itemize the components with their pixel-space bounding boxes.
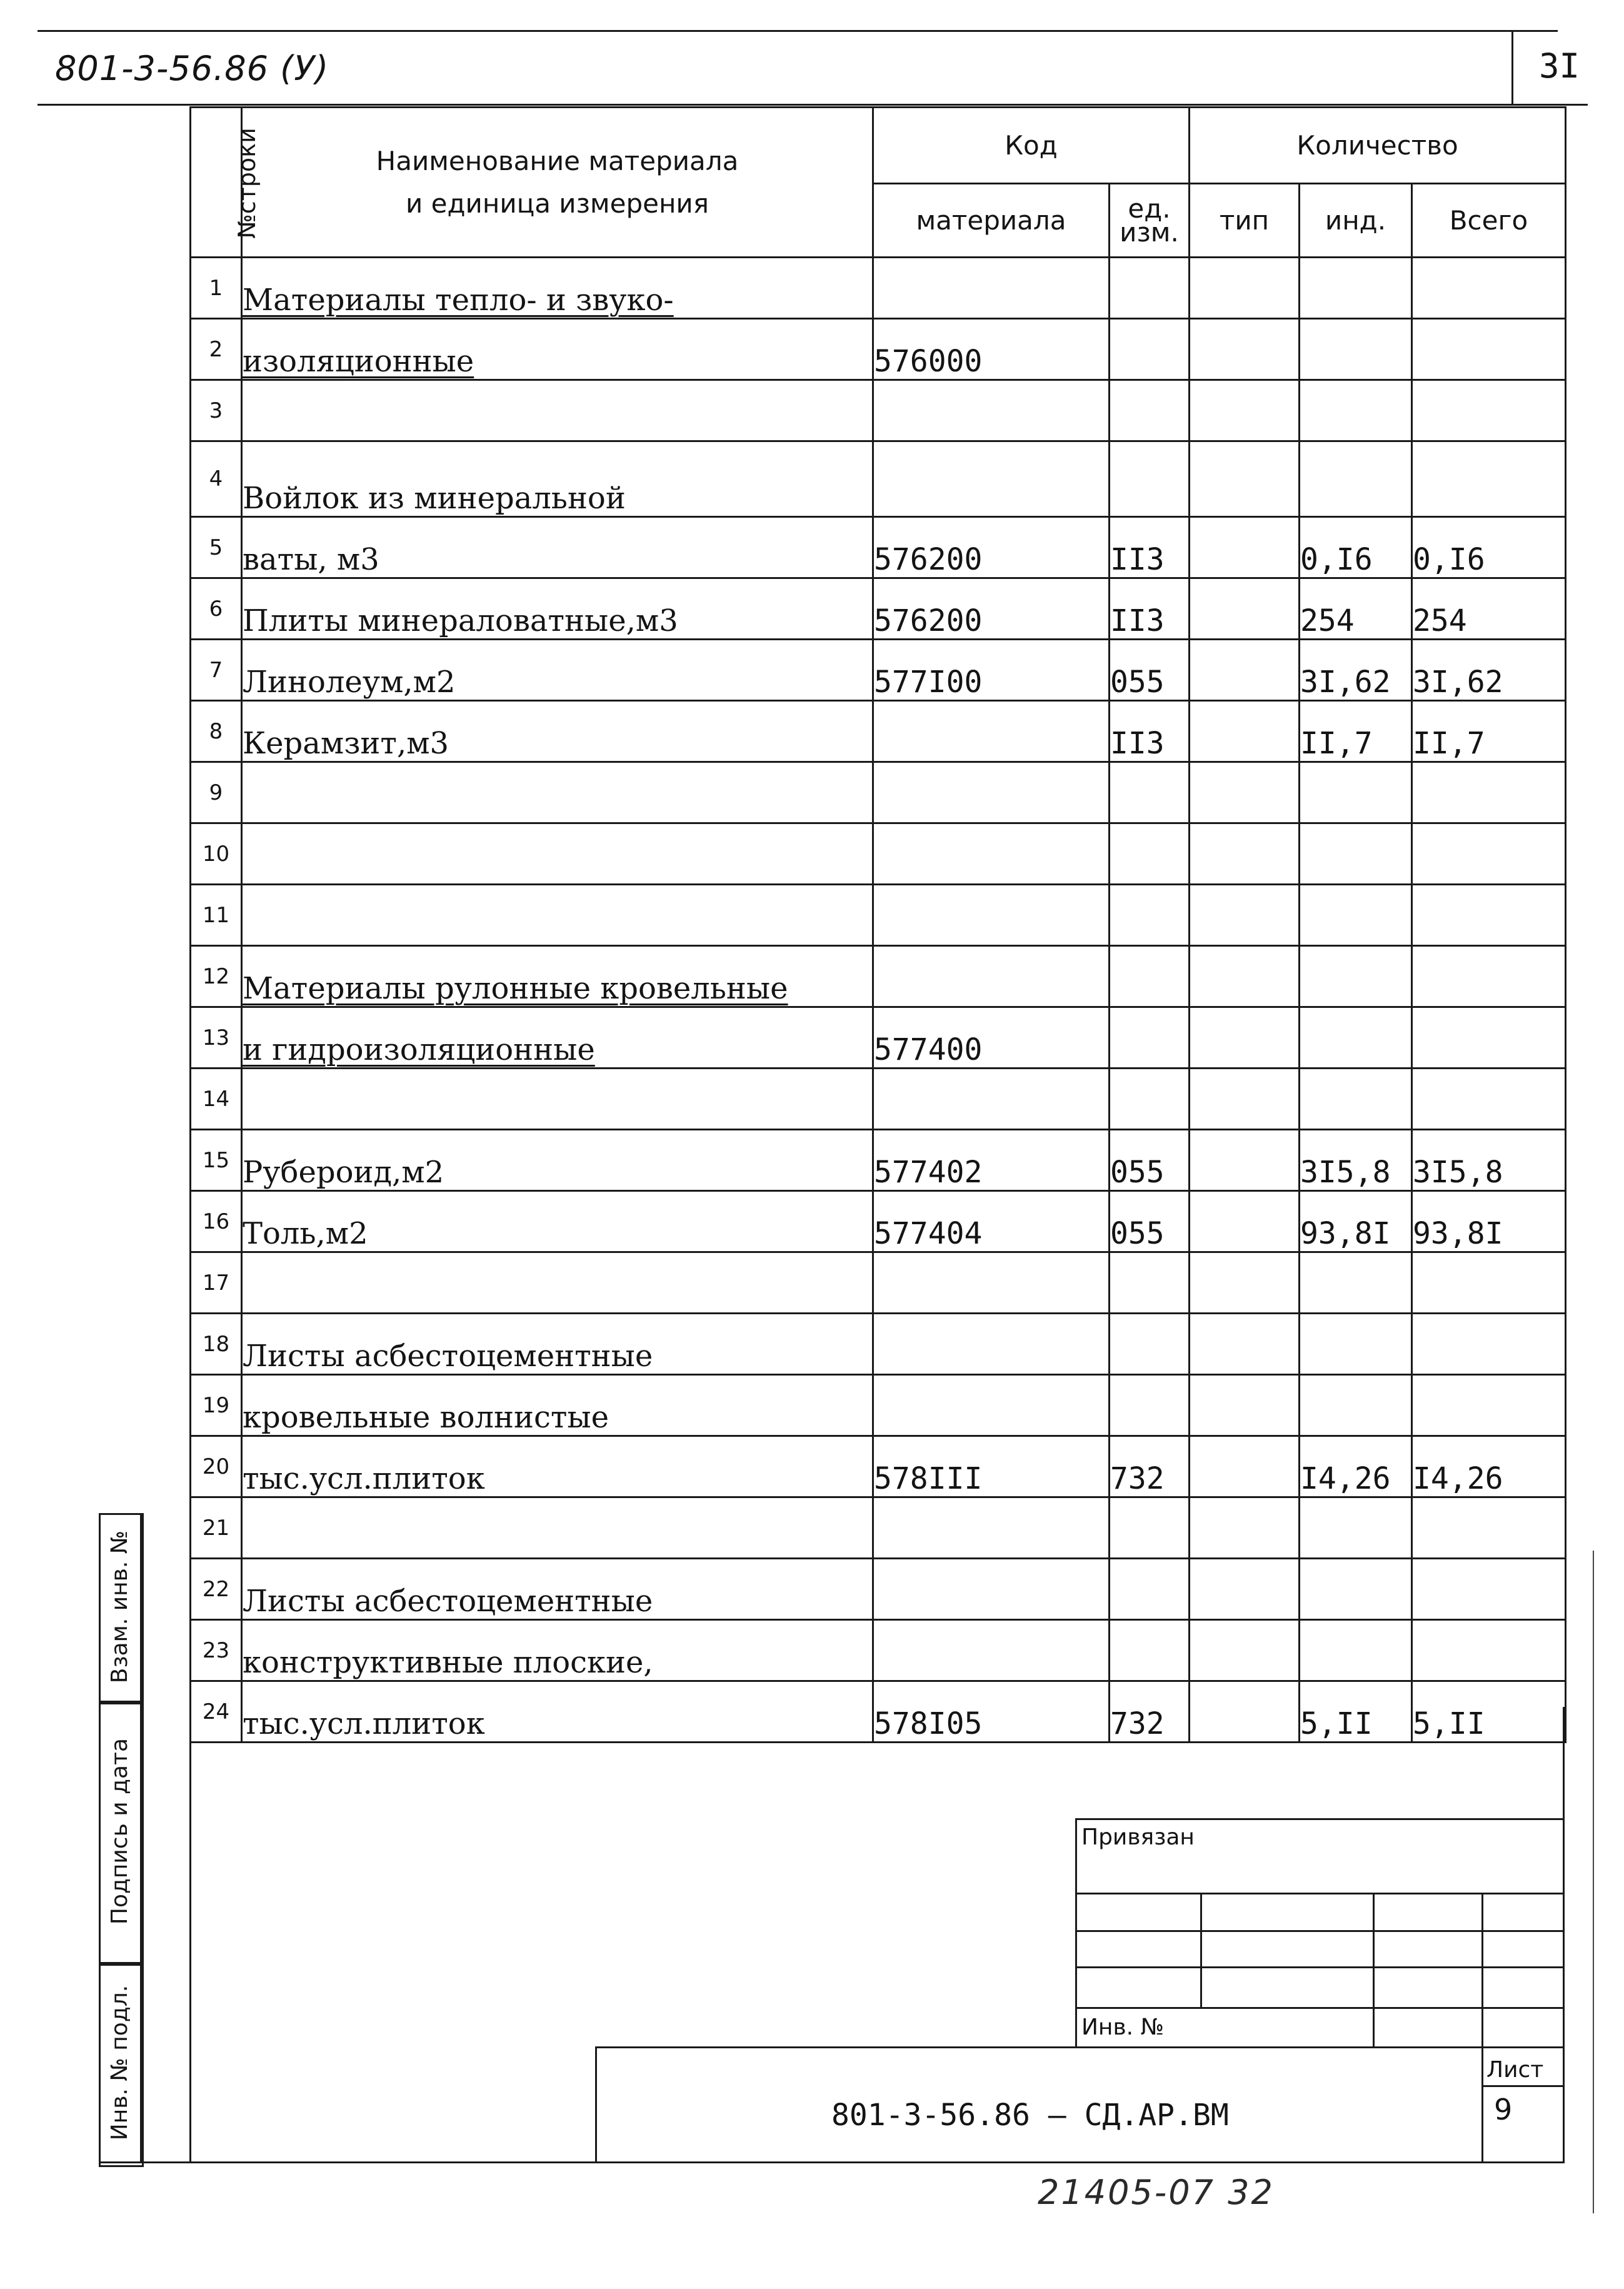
quantity-type bbox=[1190, 1007, 1300, 1069]
material-name: и гидроизоляционные bbox=[242, 1007, 873, 1069]
quantity-type bbox=[1190, 1436, 1300, 1497]
material-name: Листы асбестоцементные bbox=[242, 1559, 873, 1620]
unit-code: 055 bbox=[1110, 1191, 1190, 1252]
material-name: Материалы тепло- и звуко- bbox=[242, 258, 873, 319]
quantity-individual bbox=[1300, 1620, 1412, 1681]
row-number: 1 bbox=[191, 258, 242, 319]
quantity-individual: II,7 bbox=[1300, 701, 1412, 762]
quantity-total: I4,26 bbox=[1412, 1436, 1566, 1497]
quantity-individual: 254 bbox=[1300, 578, 1412, 640]
table-row bbox=[191, 319, 1566, 380]
document-code: 801-3-56.86 (У) bbox=[55, 49, 329, 88]
quantity-type bbox=[1190, 380, 1300, 441]
quantity-total bbox=[1412, 885, 1566, 946]
row-number: 5 bbox=[191, 517, 242, 578]
quantity-individual: 5,II bbox=[1300, 1681, 1412, 1743]
frame-left-border bbox=[189, 1707, 191, 2163]
material-code: 576200 bbox=[873, 578, 1110, 640]
quantity-individual bbox=[1300, 946, 1412, 1007]
quantity-total: 254 bbox=[1412, 578, 1566, 640]
material-name bbox=[242, 885, 873, 946]
row-number: 8 bbox=[191, 701, 242, 762]
unit-code: 732 bbox=[1110, 1681, 1190, 1743]
quantity-individual bbox=[1300, 319, 1412, 380]
table-row bbox=[191, 1069, 1566, 1130]
unit-code: 732 bbox=[1110, 1436, 1190, 1497]
quantity-type bbox=[1190, 1681, 1300, 1743]
side-stamp-inner-line bbox=[140, 1513, 142, 2163]
title-box-top bbox=[595, 2046, 1563, 2048]
unit-code bbox=[1110, 1007, 1190, 1069]
unit-code bbox=[1110, 258, 1190, 319]
material-name: изоляционные bbox=[242, 319, 873, 380]
quantity-total bbox=[1412, 762, 1566, 823]
unit-code bbox=[1110, 1069, 1190, 1130]
unit-code: 055 bbox=[1110, 1130, 1190, 1191]
table-row bbox=[191, 517, 1566, 578]
material-name: Материалы рулонные кровельные bbox=[242, 946, 873, 1007]
table-row bbox=[191, 1252, 1566, 1314]
material-code bbox=[873, 762, 1110, 823]
sheet-number: 9 bbox=[1494, 2093, 1513, 2126]
quantity-type bbox=[1190, 823, 1300, 885]
unit-code: II3 bbox=[1110, 701, 1190, 762]
binding-row-line-2 bbox=[1075, 1930, 1563, 1932]
table-row bbox=[191, 1497, 1566, 1559]
row-number: 6 bbox=[191, 578, 242, 640]
quantity-type bbox=[1190, 441, 1300, 517]
material-code bbox=[873, 885, 1110, 946]
scan-edge-mark bbox=[1593, 1551, 1594, 2213]
material-code bbox=[873, 1069, 1110, 1130]
quantity-type bbox=[1190, 640, 1300, 701]
material-code bbox=[873, 1252, 1110, 1314]
material-code: 576000 bbox=[873, 319, 1110, 380]
material-code: 577I00 bbox=[873, 640, 1110, 701]
row-number: 7 bbox=[191, 640, 242, 701]
header-quantity-individual: инд. bbox=[1300, 184, 1412, 258]
header-material-name: Наименование материала и единица измерения bbox=[242, 108, 873, 258]
quantity-total bbox=[1412, 1069, 1566, 1130]
row-number: 10 bbox=[191, 823, 242, 885]
unit-code bbox=[1110, 946, 1190, 1007]
table-row bbox=[191, 1130, 1566, 1191]
table-row bbox=[191, 823, 1566, 885]
quantity-total bbox=[1412, 823, 1566, 885]
table-row bbox=[191, 1681, 1566, 1743]
header-unit-code: ед. изм. bbox=[1110, 184, 1190, 258]
material-name: Рубероид,м2 bbox=[242, 1130, 873, 1191]
header-row-number: №строки bbox=[191, 108, 242, 258]
quantity-total bbox=[1412, 1497, 1566, 1559]
material-code bbox=[873, 1559, 1110, 1620]
table-row bbox=[191, 701, 1566, 762]
quantity-total bbox=[1412, 319, 1566, 380]
bound-label: Привязан bbox=[1081, 1824, 1195, 1850]
quantity-type bbox=[1190, 885, 1300, 946]
table-row bbox=[191, 885, 1566, 946]
material-name bbox=[242, 1252, 873, 1314]
quantity-individual bbox=[1300, 258, 1412, 319]
header-top-rule bbox=[38, 30, 1558, 32]
table-row bbox=[191, 762, 1566, 823]
quantity-total bbox=[1412, 1620, 1566, 1681]
page-number-divider bbox=[1511, 30, 1513, 105]
material-name: тыс.усл.плиток bbox=[242, 1436, 873, 1497]
binding-col-line-2 bbox=[1373, 1893, 1375, 2046]
table-row bbox=[191, 1559, 1566, 1620]
row-number: 17 bbox=[191, 1252, 242, 1314]
material-code: 577400 bbox=[873, 1007, 1110, 1069]
row-number: 12 bbox=[191, 946, 242, 1007]
quantity-type bbox=[1190, 517, 1300, 578]
unit-code bbox=[1110, 1497, 1190, 1559]
row-number: 14 bbox=[191, 1069, 242, 1130]
frame-right-border bbox=[1563, 1707, 1565, 2163]
material-name bbox=[242, 380, 873, 441]
table-row bbox=[191, 1314, 1566, 1375]
table-row bbox=[191, 1620, 1566, 1681]
material-name bbox=[242, 1497, 873, 1559]
replacement-inv-label: Взам. инв. № bbox=[107, 1530, 133, 1684]
unit-code bbox=[1110, 1559, 1190, 1620]
original-inv-label: Инв. № подл. bbox=[107, 1985, 133, 2141]
material-name bbox=[242, 762, 873, 823]
materials-table bbox=[189, 106, 1566, 1743]
row-number: 13 bbox=[191, 1007, 242, 1069]
table-row bbox=[191, 258, 1566, 319]
material-code bbox=[873, 823, 1110, 885]
header-quantity-total: Всего bbox=[1412, 184, 1566, 258]
quantity-total bbox=[1412, 1252, 1566, 1314]
row-number: 20 bbox=[191, 1436, 242, 1497]
unit-code: 055 bbox=[1110, 640, 1190, 701]
quantity-individual bbox=[1300, 823, 1412, 885]
unit-code bbox=[1110, 441, 1190, 517]
binding-row-line-3 bbox=[1075, 1966, 1563, 1968]
material-name bbox=[242, 1069, 873, 1130]
quantity-type bbox=[1190, 1191, 1300, 1252]
sheet-box-left bbox=[1481, 2046, 1483, 2163]
unit-code: II3 bbox=[1110, 517, 1190, 578]
quantity-type bbox=[1190, 1069, 1300, 1130]
unit-code bbox=[1110, 380, 1190, 441]
table-row bbox=[191, 640, 1566, 701]
table-row bbox=[191, 1375, 1566, 1436]
table-row bbox=[191, 441, 1566, 517]
quantity-type bbox=[1190, 1559, 1300, 1620]
quantity-type bbox=[1190, 578, 1300, 640]
quantity-type bbox=[1190, 1620, 1300, 1681]
material-code bbox=[873, 1497, 1110, 1559]
quantity-individual bbox=[1300, 1007, 1412, 1069]
quantity-individual bbox=[1300, 885, 1412, 946]
sheet-label: Лист bbox=[1486, 2057, 1544, 2083]
quantity-individual: 3I,62 bbox=[1300, 640, 1412, 701]
table-row bbox=[191, 380, 1566, 441]
binding-col-line-3 bbox=[1481, 1893, 1483, 2046]
quantity-individual bbox=[1300, 1559, 1412, 1620]
unit-code bbox=[1110, 1620, 1190, 1681]
unit-code bbox=[1110, 823, 1190, 885]
header-bottom-rule bbox=[38, 104, 1588, 106]
signature-date-label: Подпись и дата bbox=[107, 1738, 133, 1925]
quantity-type bbox=[1190, 701, 1300, 762]
material-code: 576200 bbox=[873, 517, 1110, 578]
material-code: 577404 bbox=[873, 1191, 1110, 1252]
quantity-individual bbox=[1300, 441, 1412, 517]
row-number: 9 bbox=[191, 762, 242, 823]
quantity-individual: 0,I6 bbox=[1300, 517, 1412, 578]
row-number: 4 bbox=[191, 441, 242, 517]
material-code bbox=[873, 701, 1110, 762]
row-number: 2 bbox=[191, 319, 242, 380]
quantity-total: 3I5,8 bbox=[1412, 1130, 1566, 1191]
header-quantity-group: Количество bbox=[1190, 108, 1566, 184]
quantity-individual: 3I5,8 bbox=[1300, 1130, 1412, 1191]
quantity-type bbox=[1190, 1314, 1300, 1375]
row-number: 11 bbox=[191, 885, 242, 946]
quantity-total bbox=[1412, 1559, 1566, 1620]
row-number: 22 bbox=[191, 1559, 242, 1620]
quantity-total bbox=[1412, 1007, 1566, 1069]
unit-code bbox=[1110, 1314, 1190, 1375]
material-name: ваты, м3 bbox=[242, 517, 873, 578]
quantity-individual bbox=[1300, 762, 1412, 823]
quantity-type bbox=[1190, 1130, 1300, 1191]
quantity-type bbox=[1190, 258, 1300, 319]
material-code bbox=[873, 1314, 1110, 1375]
material-name: Плиты минераловатные,м3 bbox=[242, 578, 873, 640]
quantity-type bbox=[1190, 1375, 1300, 1436]
material-name: тыс.усл.плиток bbox=[242, 1681, 873, 1743]
quantity-individual bbox=[1300, 1069, 1412, 1130]
material-code: 578I05 bbox=[873, 1681, 1110, 1743]
quantity-type bbox=[1190, 946, 1300, 1007]
title-box-left bbox=[595, 2046, 597, 2163]
unit-code bbox=[1110, 319, 1190, 380]
quantity-total: 93,8I bbox=[1412, 1191, 1566, 1252]
table-row bbox=[191, 1007, 1566, 1069]
row-number: 15 bbox=[191, 1130, 242, 1191]
material-name: кровельные волнистые bbox=[242, 1375, 873, 1436]
material-name: конструктивные плоские, bbox=[242, 1620, 873, 1681]
material-name: Листы асбестоцементные bbox=[242, 1314, 873, 1375]
page-number: 3I bbox=[1539, 46, 1580, 86]
binding-row-line-4 bbox=[1075, 2007, 1563, 2009]
material-code: 577402 bbox=[873, 1130, 1110, 1191]
quantity-total bbox=[1412, 1375, 1566, 1436]
material-code bbox=[873, 1375, 1110, 1436]
quantity-individual bbox=[1300, 1497, 1412, 1559]
material-code bbox=[873, 1620, 1110, 1681]
quantity-type bbox=[1190, 762, 1300, 823]
material-code: 578III bbox=[873, 1436, 1110, 1497]
row-number: 16 bbox=[191, 1191, 242, 1252]
material-code bbox=[873, 946, 1110, 1007]
quantity-type bbox=[1190, 1252, 1300, 1314]
material-name: Войлок из минеральной bbox=[242, 441, 873, 517]
unit-code bbox=[1110, 762, 1190, 823]
quantity-total bbox=[1412, 380, 1566, 441]
table-row bbox=[191, 946, 1566, 1007]
table-row bbox=[191, 578, 1566, 640]
quantity-individual: I4,26 bbox=[1300, 1436, 1412, 1497]
quantity-total bbox=[1412, 258, 1566, 319]
material-name: Линолеум,м2 bbox=[242, 640, 873, 701]
binding-col-line-1 bbox=[1200, 1893, 1202, 2007]
drawing-code: 801-3-56.86 – СД.АР.ВМ bbox=[831, 2098, 1229, 2133]
header-quantity-type: тип bbox=[1190, 184, 1300, 258]
quantity-total bbox=[1412, 441, 1566, 517]
frame-bottom-border bbox=[99, 2161, 1565, 2163]
binding-box-left bbox=[1075, 1818, 1077, 2046]
material-code bbox=[873, 380, 1110, 441]
unit-code bbox=[1110, 885, 1190, 946]
quantity-total: 5,II bbox=[1412, 1681, 1566, 1743]
row-number: 18 bbox=[191, 1314, 242, 1375]
quantity-total bbox=[1412, 1314, 1566, 1375]
quantity-total: 3I,62 bbox=[1412, 640, 1566, 701]
quantity-total: II,7 bbox=[1412, 701, 1566, 762]
header-material-code: материала bbox=[873, 184, 1110, 258]
binding-row-line-1 bbox=[1075, 1893, 1563, 1894]
row-number: 23 bbox=[191, 1620, 242, 1681]
material-name: Толь,м2 bbox=[242, 1191, 873, 1252]
quantity-individual bbox=[1300, 1252, 1412, 1314]
header-code-group: Код bbox=[873, 108, 1190, 184]
quantity-total bbox=[1412, 946, 1566, 1007]
row-number: 19 bbox=[191, 1375, 242, 1436]
quantity-individual bbox=[1300, 380, 1412, 441]
material-code bbox=[873, 258, 1110, 319]
table-row bbox=[191, 1436, 1566, 1497]
inv-label: Инв. № bbox=[1081, 2015, 1165, 2040]
binding-box-top bbox=[1075, 1818, 1563, 1820]
material-name bbox=[242, 823, 873, 885]
quantity-total: 0,I6 bbox=[1412, 517, 1566, 578]
material-name: Керамзит,м3 bbox=[242, 701, 873, 762]
unit-code: II3 bbox=[1110, 578, 1190, 640]
row-number: 3 bbox=[191, 380, 242, 441]
unit-code bbox=[1110, 1252, 1190, 1314]
table-row bbox=[191, 1191, 1566, 1252]
unit-code bbox=[1110, 1375, 1190, 1436]
quantity-type bbox=[1190, 319, 1300, 380]
quantity-type bbox=[1190, 1497, 1300, 1559]
row-number: 24 bbox=[191, 1681, 242, 1743]
quantity-individual bbox=[1300, 1375, 1412, 1436]
row-number: 21 bbox=[191, 1497, 242, 1559]
archive-number: 21405-07 32 bbox=[1038, 2173, 1275, 2212]
quantity-individual: 93,8I bbox=[1300, 1191, 1412, 1252]
quantity-individual bbox=[1300, 1314, 1412, 1375]
sheet-label-divider bbox=[1481, 2085, 1563, 2087]
material-code bbox=[873, 441, 1110, 517]
